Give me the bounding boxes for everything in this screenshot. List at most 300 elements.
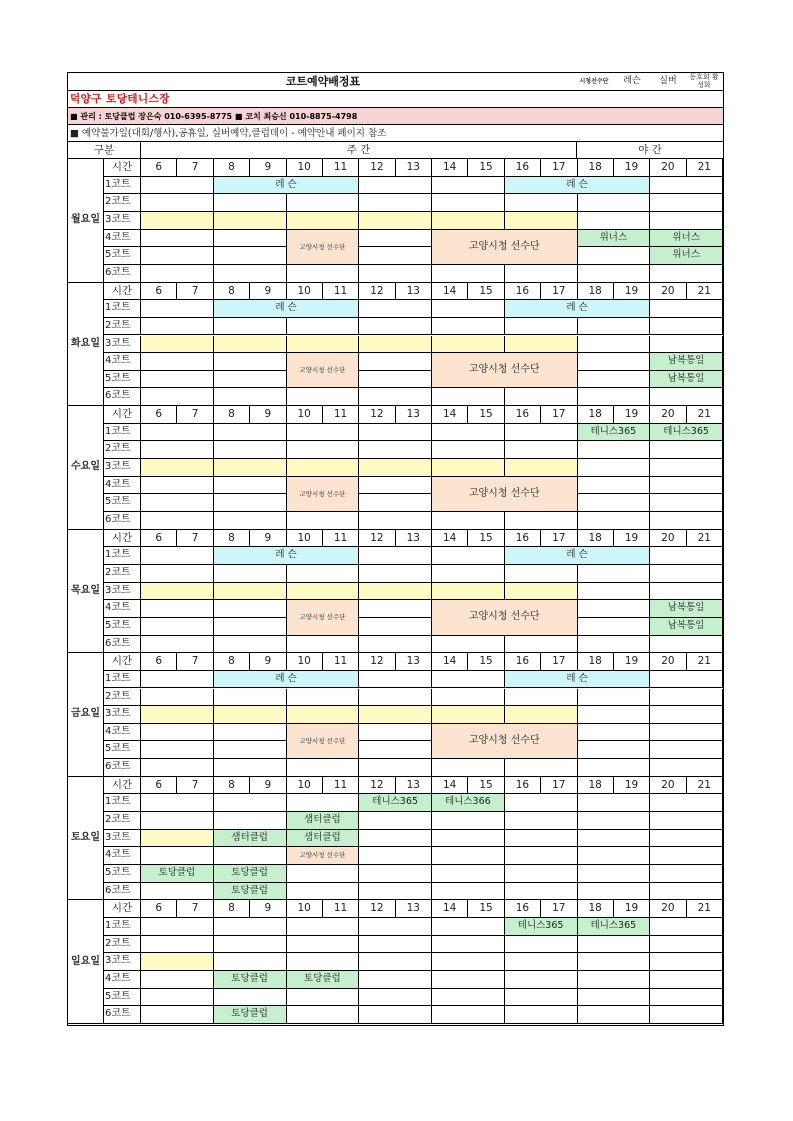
schedule-slot[interactable] [578, 706, 651, 724]
schedule-slot[interactable] [141, 794, 214, 812]
schedule-slot[interactable] [287, 636, 360, 654]
schedule-slot[interactable] [578, 477, 651, 495]
schedule-slot[interactable] [359, 300, 432, 318]
reservation-block[interactable]: 레 슨 [214, 547, 360, 565]
schedule-slot[interactable] [505, 636, 578, 654]
schedule-slot[interactable] [650, 918, 723, 936]
schedule-slot[interactable] [650, 953, 723, 971]
reservation-block[interactable] [287, 706, 360, 724]
schedule-slot[interactable] [359, 371, 432, 389]
reservation-block[interactable] [359, 212, 432, 230]
schedule-slot[interactable] [214, 424, 287, 442]
schedule-slot[interactable] [214, 918, 287, 936]
schedule-slot[interactable] [432, 265, 505, 283]
schedule-slot[interactable] [432, 918, 505, 936]
schedule-slot[interactable] [650, 971, 723, 989]
schedule-slot[interactable] [432, 671, 505, 689]
schedule-slot[interactable] [141, 441, 214, 459]
schedule-slot[interactable] [650, 212, 723, 230]
schedule-slot[interactable] [432, 300, 505, 318]
schedule-slot[interactable] [650, 847, 723, 865]
reservation-block[interactable] [287, 583, 360, 601]
schedule-slot[interactable] [432, 388, 505, 406]
schedule-slot[interactable] [359, 441, 432, 459]
schedule-slot[interactable] [578, 724, 651, 742]
schedule-slot[interactable] [287, 194, 360, 212]
schedule-slot[interactable] [359, 936, 432, 954]
schedule-slot[interactable] [141, 883, 214, 901]
schedule-slot[interactable] [141, 636, 214, 654]
schedule-slot[interactable] [578, 812, 651, 830]
schedule-slot[interactable] [505, 512, 578, 530]
schedule-slot[interactable] [141, 936, 214, 954]
schedule-slot[interactable] [578, 794, 651, 812]
reservation-block[interactable]: 레 슨 [214, 671, 360, 689]
schedule-slot[interactable] [578, 212, 651, 230]
schedule-slot[interactable] [214, 388, 287, 406]
reservation-block[interactable]: 샘터클럽 [287, 830, 360, 848]
schedule-slot[interactable] [578, 512, 651, 530]
schedule-slot[interactable] [505, 689, 578, 707]
reservation-block[interactable]: 샘터클럽 [287, 812, 360, 830]
schedule-slot[interactable] [578, 494, 651, 512]
schedule-slot[interactable] [141, 565, 214, 583]
schedule-slot[interactable] [287, 265, 360, 283]
schedule-slot[interactable] [505, 565, 578, 583]
schedule-slot[interactable] [141, 265, 214, 283]
schedule-slot[interactable] [214, 936, 287, 954]
schedule-slot[interactable] [578, 583, 651, 601]
schedule-slot[interactable] [650, 265, 723, 283]
schedule-slot[interactable] [287, 794, 360, 812]
schedule-slot[interactable] [359, 494, 432, 512]
schedule-slot[interactable] [505, 424, 578, 442]
schedule-slot[interactable] [578, 618, 651, 636]
schedule-slot[interactable] [214, 353, 287, 371]
reservation-block[interactable] [214, 212, 287, 230]
schedule-slot[interactable] [214, 812, 287, 830]
schedule-slot[interactable] [505, 971, 578, 989]
reservation-block[interactable] [214, 336, 287, 354]
reservation-block[interactable] [432, 336, 505, 354]
schedule-slot[interactable] [359, 724, 432, 742]
schedule-slot[interactable] [650, 194, 723, 212]
schedule-slot[interactable] [578, 371, 651, 389]
schedule-slot[interactable] [505, 953, 578, 971]
schedule-slot[interactable] [141, 424, 214, 442]
schedule-slot[interactable] [432, 830, 505, 848]
schedule-slot[interactable] [287, 936, 360, 954]
schedule-slot[interactable] [287, 388, 360, 406]
schedule-slot[interactable] [650, 583, 723, 601]
schedule-slot[interactable] [432, 883, 505, 901]
schedule-slot[interactable] [287, 424, 360, 442]
schedule-slot[interactable] [359, 636, 432, 654]
schedule-slot[interactable] [432, 424, 505, 442]
schedule-slot[interactable] [141, 918, 214, 936]
schedule-slot[interactable] [650, 759, 723, 777]
schedule-slot[interactable] [214, 512, 287, 530]
reservation-block[interactable]: 위너스 [650, 230, 723, 248]
reservation-block[interactable] [287, 336, 360, 354]
schedule-slot[interactable] [359, 353, 432, 371]
schedule-slot[interactable] [359, 618, 432, 636]
schedule-slot[interactable] [141, 177, 214, 195]
schedule-slot[interactable] [432, 989, 505, 1007]
schedule-slot[interactable] [650, 724, 723, 742]
schedule-slot[interactable] [578, 636, 651, 654]
schedule-slot[interactable] [578, 759, 651, 777]
schedule-slot[interactable] [141, 689, 214, 707]
reservation-block[interactable] [505, 583, 578, 601]
schedule-slot[interactable] [650, 477, 723, 495]
schedule-slot[interactable] [214, 953, 287, 971]
schedule-slot[interactable] [578, 318, 651, 336]
schedule-slot[interactable] [287, 865, 360, 883]
schedule-slot[interactable] [432, 565, 505, 583]
reservation-block[interactable] [432, 459, 505, 477]
schedule-slot[interactable] [505, 865, 578, 883]
schedule-slot[interactable] [432, 547, 505, 565]
schedule-slot[interactable] [141, 512, 214, 530]
schedule-slot[interactable] [578, 459, 651, 477]
schedule-slot[interactable] [141, 388, 214, 406]
schedule-slot[interactable] [432, 936, 505, 954]
reservation-block[interactable]: 위너스 [650, 247, 723, 265]
reservation-block[interactable]: 토당클럽 [214, 971, 287, 989]
reservation-block[interactable] [359, 459, 432, 477]
reservation-block[interactable] [141, 953, 214, 971]
reservation-block[interactable] [141, 830, 214, 848]
schedule-slot[interactable] [359, 194, 432, 212]
schedule-slot[interactable] [287, 989, 360, 1007]
schedule-slot[interactable] [287, 565, 360, 583]
schedule-slot[interactable] [287, 759, 360, 777]
schedule-slot[interactable] [650, 494, 723, 512]
schedule-slot[interactable] [359, 265, 432, 283]
schedule-slot[interactable] [650, 441, 723, 459]
schedule-slot[interactable] [650, 318, 723, 336]
schedule-slot[interactable] [650, 459, 723, 477]
schedule-slot[interactable] [578, 689, 651, 707]
reservation-block[interactable]: 토당클럽 [214, 883, 287, 901]
schedule-slot[interactable] [141, 812, 214, 830]
schedule-slot[interactable] [650, 388, 723, 406]
schedule-slot[interactable] [359, 512, 432, 530]
schedule-slot[interactable] [650, 336, 723, 354]
reservation-block[interactable]: 고양시청 선수단 [287, 600, 360, 635]
schedule-slot[interactable] [432, 636, 505, 654]
schedule-slot[interactable] [214, 371, 287, 389]
reservation-block[interactable] [214, 459, 287, 477]
schedule-slot[interactable] [359, 847, 432, 865]
reservation-block[interactable]: 고양시청 선수단 [432, 477, 578, 512]
schedule-slot[interactable] [359, 953, 432, 971]
schedule-slot[interactable] [650, 989, 723, 1007]
schedule-slot[interactable] [141, 477, 214, 495]
schedule-slot[interactable] [359, 812, 432, 830]
reservation-block[interactable]: 고양시청 선수단 [432, 353, 578, 388]
schedule-slot[interactable] [505, 759, 578, 777]
schedule-slot[interactable] [141, 353, 214, 371]
schedule-slot[interactable] [505, 830, 578, 848]
schedule-slot[interactable] [141, 371, 214, 389]
schedule-slot[interactable] [650, 177, 723, 195]
schedule-slot[interactable] [141, 971, 214, 989]
schedule-slot[interactable] [432, 812, 505, 830]
schedule-slot[interactable] [214, 636, 287, 654]
schedule-slot[interactable] [505, 883, 578, 901]
reservation-block[interactable]: 토당클럽 [141, 865, 214, 883]
schedule-slot[interactable] [359, 830, 432, 848]
schedule-slot[interactable] [578, 388, 651, 406]
reservation-block[interactable]: 고양시청 선수단 [287, 477, 360, 512]
schedule-slot[interactable] [287, 512, 360, 530]
schedule-slot[interactable] [578, 865, 651, 883]
schedule-slot[interactable] [650, 1006, 723, 1024]
schedule-slot[interactable] [141, 847, 214, 865]
schedule-slot[interactable] [578, 936, 651, 954]
reservation-block[interactable]: 남복통일 [650, 600, 723, 618]
schedule-slot[interactable] [141, 318, 214, 336]
reservation-block[interactable] [359, 336, 432, 354]
reservation-block[interactable] [287, 212, 360, 230]
reservation-block[interactable]: 테니스365 [650, 424, 723, 442]
reservation-block[interactable]: 레 슨 [505, 300, 651, 318]
reservation-block[interactable] [214, 583, 287, 601]
schedule-slot[interactable] [141, 989, 214, 1007]
schedule-slot[interactable] [359, 565, 432, 583]
reservation-block[interactable] [432, 706, 505, 724]
reservation-block[interactable]: 고양시청 선수단 [432, 230, 578, 265]
schedule-slot[interactable] [650, 830, 723, 848]
schedule-slot[interactable] [578, 600, 651, 618]
schedule-slot[interactable] [505, 794, 578, 812]
schedule-slot[interactable] [141, 671, 214, 689]
schedule-slot[interactable] [141, 494, 214, 512]
reservation-block[interactable] [505, 336, 578, 354]
reservation-block[interactable] [214, 706, 287, 724]
schedule-slot[interactable] [359, 424, 432, 442]
schedule-slot[interactable] [214, 618, 287, 636]
schedule-slot[interactable] [432, 847, 505, 865]
schedule-slot[interactable] [214, 989, 287, 1007]
schedule-slot[interactable] [432, 953, 505, 971]
reservation-block[interactable]: 레 슨 [505, 177, 651, 195]
schedule-slot[interactable] [432, 689, 505, 707]
schedule-slot[interactable] [650, 794, 723, 812]
schedule-slot[interactable] [578, 247, 651, 265]
schedule-slot[interactable] [650, 883, 723, 901]
reservation-block[interactable]: 남복통일 [650, 353, 723, 371]
schedule-slot[interactable] [505, 318, 578, 336]
schedule-slot[interactable] [650, 300, 723, 318]
schedule-slot[interactable] [432, 865, 505, 883]
schedule-slot[interactable] [505, 936, 578, 954]
schedule-slot[interactable] [359, 230, 432, 248]
reservation-block[interactable]: 레 슨 [214, 300, 360, 318]
schedule-slot[interactable] [578, 441, 651, 459]
schedule-slot[interactable] [359, 477, 432, 495]
schedule-slot[interactable] [141, 1006, 214, 1024]
schedule-slot[interactable] [432, 512, 505, 530]
schedule-slot[interactable] [505, 441, 578, 459]
schedule-slot[interactable] [287, 883, 360, 901]
schedule-slot[interactable] [214, 724, 287, 742]
schedule-slot[interactable] [650, 689, 723, 707]
schedule-slot[interactable] [141, 300, 214, 318]
schedule-slot[interactable] [287, 1006, 360, 1024]
schedule-slot[interactable] [141, 247, 214, 265]
reservation-block[interactable]: 고양시청 선수단 [287, 353, 360, 388]
schedule-slot[interactable] [214, 794, 287, 812]
schedule-slot[interactable] [359, 318, 432, 336]
schedule-slot[interactable] [141, 618, 214, 636]
schedule-slot[interactable] [578, 741, 651, 759]
schedule-slot[interactable] [214, 441, 287, 459]
schedule-slot[interactable] [141, 194, 214, 212]
schedule-slot[interactable] [578, 830, 651, 848]
schedule-slot[interactable] [578, 336, 651, 354]
reservation-block[interactable]: 토당클럽 [214, 865, 287, 883]
reservation-block[interactable]: 고양시청 선수단 [287, 847, 360, 865]
schedule-slot[interactable] [359, 388, 432, 406]
schedule-slot[interactable] [650, 936, 723, 954]
reservation-block[interactable] [505, 459, 578, 477]
reservation-block[interactable]: 레 슨 [214, 177, 360, 195]
schedule-slot[interactable] [214, 494, 287, 512]
schedule-slot[interactable] [505, 265, 578, 283]
schedule-slot[interactable] [505, 989, 578, 1007]
schedule-slot[interactable] [578, 847, 651, 865]
schedule-slot[interactable] [359, 865, 432, 883]
schedule-slot[interactable] [505, 847, 578, 865]
reservation-block[interactable]: 고양시청 선수단 [432, 600, 578, 635]
schedule-slot[interactable] [214, 230, 287, 248]
schedule-slot[interactable] [650, 636, 723, 654]
schedule-slot[interactable] [432, 759, 505, 777]
schedule-slot[interactable] [141, 724, 214, 742]
reservation-block[interactable]: 테니스365 [505, 918, 578, 936]
reservation-block[interactable] [505, 706, 578, 724]
schedule-slot[interactable] [505, 194, 578, 212]
schedule-slot[interactable] [650, 671, 723, 689]
reservation-block[interactable]: 샘터클럽 [214, 830, 287, 848]
schedule-slot[interactable] [287, 918, 360, 936]
schedule-slot[interactable] [650, 741, 723, 759]
schedule-slot[interactable] [287, 689, 360, 707]
schedule-slot[interactable] [650, 565, 723, 583]
schedule-slot[interactable] [432, 194, 505, 212]
schedule-slot[interactable] [141, 759, 214, 777]
schedule-slot[interactable] [141, 600, 214, 618]
schedule-slot[interactable] [432, 1006, 505, 1024]
schedule-slot[interactable] [432, 441, 505, 459]
schedule-slot[interactable] [359, 741, 432, 759]
schedule-slot[interactable] [214, 194, 287, 212]
schedule-slot[interactable] [578, 353, 651, 371]
schedule-slot[interactable] [287, 318, 360, 336]
reservation-block[interactable]: 남복통일 [650, 618, 723, 636]
schedule-slot[interactable] [650, 865, 723, 883]
schedule-slot[interactable] [505, 812, 578, 830]
schedule-slot[interactable] [359, 600, 432, 618]
schedule-slot[interactable] [359, 177, 432, 195]
schedule-slot[interactable] [650, 706, 723, 724]
reservation-block[interactable]: 고양시청 선수단 [287, 230, 360, 265]
schedule-slot[interactable] [141, 741, 214, 759]
reservation-block[interactable] [141, 583, 214, 601]
reservation-block[interactable] [359, 706, 432, 724]
schedule-slot[interactable] [214, 847, 287, 865]
schedule-slot[interactable] [505, 388, 578, 406]
schedule-slot[interactable] [214, 247, 287, 265]
schedule-slot[interactable] [578, 194, 651, 212]
reservation-block[interactable] [359, 583, 432, 601]
reservation-block[interactable]: 토당클럽 [214, 1006, 287, 1024]
schedule-slot[interactable] [359, 689, 432, 707]
schedule-slot[interactable] [359, 971, 432, 989]
reservation-block[interactable] [141, 706, 214, 724]
schedule-slot[interactable] [214, 600, 287, 618]
schedule-slot[interactable] [214, 265, 287, 283]
reservation-block[interactable]: 위너스 [578, 230, 651, 248]
schedule-slot[interactable] [650, 812, 723, 830]
schedule-slot[interactable] [432, 177, 505, 195]
schedule-slot[interactable] [359, 1006, 432, 1024]
schedule-slot[interactable] [359, 883, 432, 901]
schedule-slot[interactable] [214, 477, 287, 495]
schedule-slot[interactable] [214, 565, 287, 583]
reservation-block[interactable] [287, 459, 360, 477]
schedule-slot[interactable] [141, 230, 214, 248]
reservation-block[interactable] [432, 583, 505, 601]
schedule-slot[interactable] [578, 265, 651, 283]
reservation-block[interactable]: 테니스366 [432, 794, 505, 812]
schedule-slot[interactable] [432, 971, 505, 989]
schedule-slot[interactable] [505, 1006, 578, 1024]
schedule-slot[interactable] [650, 547, 723, 565]
schedule-slot[interactable] [578, 883, 651, 901]
reservation-block[interactable]: 남복통일 [650, 371, 723, 389]
reservation-block[interactable] [432, 212, 505, 230]
reservation-block[interactable]: 테니스365 [578, 424, 651, 442]
schedule-slot[interactable] [214, 689, 287, 707]
schedule-slot[interactable] [359, 247, 432, 265]
schedule-slot[interactable] [287, 441, 360, 459]
schedule-slot[interactable] [214, 741, 287, 759]
schedule-slot[interactable] [578, 953, 651, 971]
schedule-slot[interactable] [578, 565, 651, 583]
schedule-slot[interactable] [578, 971, 651, 989]
schedule-slot[interactable] [359, 671, 432, 689]
schedule-slot[interactable] [650, 512, 723, 530]
schedule-slot[interactable] [432, 318, 505, 336]
schedule-slot[interactable] [359, 989, 432, 1007]
reservation-block[interactable] [141, 212, 214, 230]
reservation-block[interactable]: 테니스365 [359, 794, 432, 812]
reservation-block[interactable] [141, 459, 214, 477]
schedule-slot[interactable] [359, 918, 432, 936]
reservation-block[interactable]: 레 슨 [505, 671, 651, 689]
schedule-slot[interactable] [141, 547, 214, 565]
reservation-block[interactable]: 테니스365 [578, 918, 651, 936]
schedule-slot[interactable] [287, 953, 360, 971]
schedule-slot[interactable] [578, 989, 651, 1007]
reservation-block[interactable]: 토당클럽 [287, 971, 360, 989]
schedule-slot[interactable] [214, 759, 287, 777]
schedule-slot[interactable] [359, 759, 432, 777]
